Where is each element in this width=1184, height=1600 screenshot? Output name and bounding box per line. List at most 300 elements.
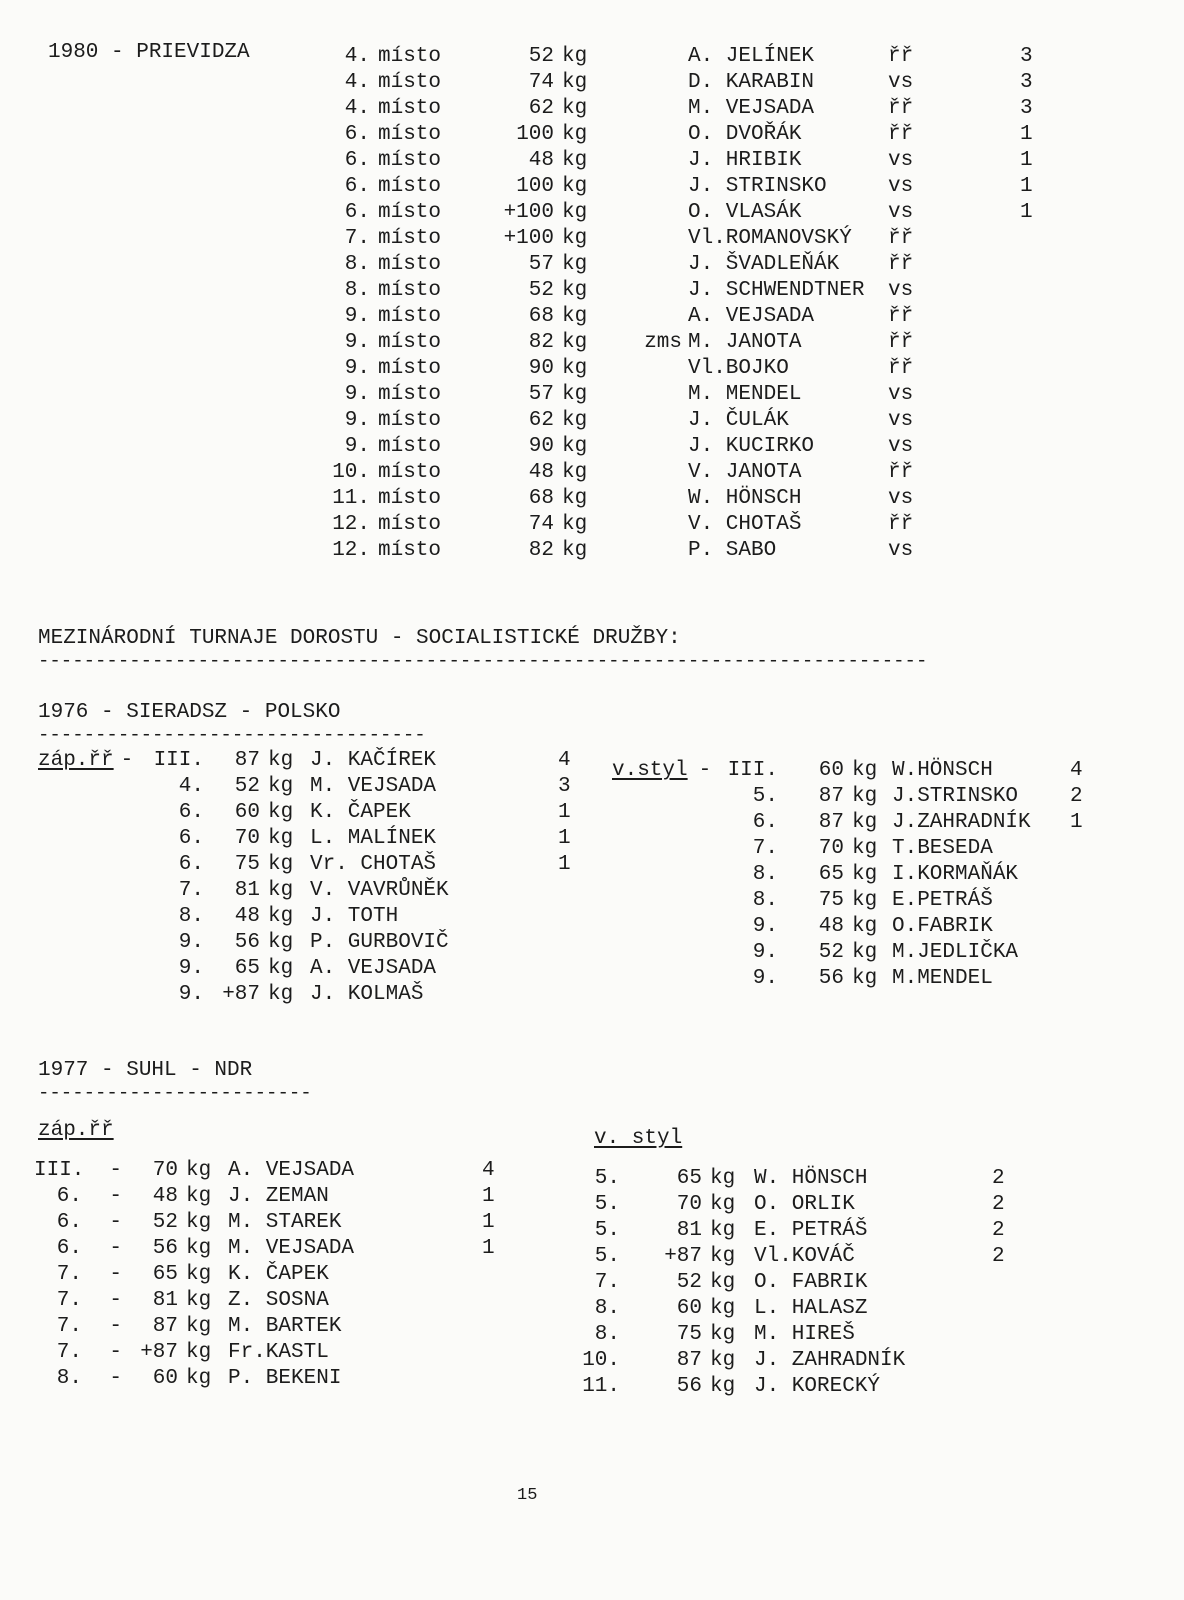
unit-cell: kg [710,1375,736,1398]
place-cell: 6. [56,1237,82,1260]
label-separator [686,966,718,992]
name-cell: M. MENDEL [688,383,802,406]
style-cell: řř [888,331,914,354]
place-cell: 8. [344,279,370,302]
name-cell: A. VEJSADA [688,305,815,328]
place-cell: 7. [178,879,204,902]
name-cell: P. SABO [688,539,777,562]
name-cell: L. HALASZ [754,1297,868,1320]
weight-cell: 82 [528,331,554,354]
points-cell [992,1348,1012,1374]
dash-cell: - [109,1237,122,1260]
name-cell: M. VEJSADA [310,775,437,798]
result-row [34,1210,502,1236]
style-cell: řř [888,97,914,120]
unit-cell: kg [562,227,588,250]
place-cell: 8. [594,1297,620,1320]
points-cell [1070,836,1090,862]
dash-cell: - [109,1159,122,1182]
points-cell [1070,888,1090,914]
result-row [38,878,578,904]
points-cell: 2 [992,1219,1005,1242]
place-cell: 5. [594,1245,620,1268]
weight-cell: 75 [818,889,844,912]
points-cell [1020,382,1040,408]
dash-cell: - [109,1263,122,1286]
category-label [612,784,686,810]
style-cell: řř [888,305,914,328]
place-cell: 9. [178,983,204,1006]
place-cell: 7. [56,1315,82,1338]
weight-cell: 100 [516,175,554,198]
place-cell: 8. [178,905,204,928]
place-word-cell: místo [378,175,442,198]
title-prefix-cell [616,252,682,278]
result-row [328,278,1040,304]
result-row [580,1296,1012,1322]
result-row [38,800,578,826]
place-word-cell: místo [378,331,442,354]
title-prefix-cell [616,434,682,460]
points-cell [992,1322,1012,1348]
weight-cell: 48 [528,461,554,484]
points-cell [482,1288,502,1314]
weight-cell: 60 [818,759,844,782]
weight-cell: 68 [528,305,554,328]
name-cell: M. HIREŠ [754,1323,855,1346]
unit-cell: kg [852,889,878,912]
unit-cell: kg [562,45,588,68]
unit-cell: kg [562,331,588,354]
place-cell: 6. [344,201,370,224]
points-cell: 1 [1020,123,1033,146]
place-cell: 10. [582,1349,620,1372]
points-cell: 1 [558,853,571,876]
points-cell: 1 [482,1211,495,1234]
place-cell: 8. [752,863,778,886]
result-row [612,836,1090,862]
result-row [34,1340,502,1366]
place-cell: 7. [56,1289,82,1312]
name-cell: J.STRINSKO [892,785,1019,808]
section-heading-underline: ------------------------------------------------------------------------------ [38,650,928,672]
style-cell: řř [888,253,914,276]
name-cell: M. BARTEK [228,1315,342,1338]
result-row [328,304,1040,330]
name-cell: O. FABRIK [754,1271,868,1294]
place-cell: 9. [344,331,370,354]
points-cell [482,1314,502,1340]
place-cell: 4. [344,45,370,68]
place-cell: 6. [56,1185,82,1208]
category-label [612,836,686,862]
weight-cell: 57 [528,253,554,276]
unit-cell: kg [710,1323,736,1346]
place-cell: 4. [178,775,204,798]
style-cell: vs [888,487,914,510]
style-cell: řř [888,513,914,536]
points-cell [558,956,578,982]
unit-cell: kg [186,1289,212,1312]
name-cell: O. VLASÁK [688,201,802,224]
place-word-cell: místo [378,305,442,328]
name-cell: O.FABRIK [892,915,993,938]
result-row [38,774,578,800]
points-cell: 2 [992,1245,1005,1268]
unit-cell: kg [562,305,588,328]
style-cell: vs [888,71,914,94]
points-cell [558,982,578,1008]
place-cell: 9. [752,967,778,990]
unit-cell: kg [562,175,588,198]
weight-cell: +87 [222,983,260,1006]
points-cell [1020,434,1040,460]
prievidza-title: 1980 - PRIEVIDZA [48,41,250,64]
category-label [38,800,108,826]
style-cell: řř [888,45,914,68]
place-cell: III. [153,749,204,772]
sieradsz-title-underline: ---------------------------------- [38,724,426,746]
weight-cell: 52 [528,279,554,302]
weight-cell: 87 [234,749,260,772]
suhl-title: 1977 - SUHL - NDR [38,1059,253,1082]
points-cell: 1 [1020,201,1033,224]
place-word-cell: místo [378,71,442,94]
style-cell: řř [888,227,914,250]
place-cell: 9. [344,383,370,406]
place-word-cell: místo [378,383,442,406]
points-cell [1020,278,1040,304]
points-cell: 2 [992,1167,1005,1190]
weight-cell: 70 [234,827,260,850]
category-label [38,852,108,878]
result-row [38,904,578,930]
unit-cell: kg [268,931,294,954]
weight-cell: 70 [676,1193,702,1216]
result-row [38,748,578,774]
points-cell: 1 [1070,811,1083,834]
unit-cell: kg [710,1271,736,1294]
result-row [34,1184,502,1210]
name-cell: J. HRIBIK [688,149,802,172]
label-separator [686,862,718,888]
place-cell: 6. [178,801,204,824]
unit-cell: kg [562,279,588,302]
place-cell: 9. [752,941,778,964]
points-cell: 2 [992,1193,1005,1216]
category-label [612,862,686,888]
unit-cell: kg [852,967,878,990]
name-cell: V. CHOTAŠ [688,513,802,536]
name-cell: J. STRINSKO [688,175,827,198]
points-cell: 1 [482,1237,495,1260]
points-cell [1020,252,1040,278]
result-row [328,512,1040,538]
points-cell: 1 [1020,149,1033,172]
points-cell [482,1340,502,1366]
result-row [34,1236,502,1262]
place-word-cell: místo [378,357,442,380]
label-separator [686,888,718,914]
unit-cell: kg [268,905,294,928]
name-cell: J. ZEMAN [228,1185,329,1208]
result-row [328,382,1040,408]
place-word-cell: místo [378,513,442,536]
result-row [38,826,578,852]
category-label [38,878,108,904]
unit-cell: kg [562,513,588,536]
weight-cell: 90 [528,357,554,380]
unit-cell: kg [562,539,588,562]
unit-cell: kg [268,983,294,1006]
weight-cell: 52 [818,941,844,964]
points-cell [992,1296,1012,1322]
place-cell: 9. [752,915,778,938]
label-separator: - [108,749,146,772]
result-row [328,330,1040,356]
unit-cell: kg [268,801,294,824]
unit-cell: kg [562,71,588,94]
category-label [612,940,686,966]
title-prefix-cell [616,486,682,512]
result-row [580,1218,1012,1244]
weight-cell: 48 [528,149,554,172]
place-cell: 6. [344,149,370,172]
weight-cell: 60 [676,1297,702,1320]
title-prefix-cell [616,226,682,252]
weight-cell: +87 [140,1341,178,1364]
label-separator [108,904,144,930]
place-cell: 8. [594,1323,620,1346]
place-cell: 9. [344,357,370,380]
points-cell: 2 [1070,785,1083,808]
place-cell: 7. [344,227,370,250]
points-cell [992,1270,1012,1296]
weight-cell: +100 [503,201,554,224]
place-cell: 8. [344,253,370,276]
result-row [580,1244,1012,1270]
points-cell [558,930,578,956]
unit-cell: kg [852,941,878,964]
title-prefix-cell [616,148,682,174]
unit-cell: kg [268,957,294,980]
place-cell: 10. [332,461,370,484]
place-word-cell: místo [378,97,442,120]
category-label [38,774,108,800]
place-cell: 6. [56,1211,82,1234]
name-cell: J. ŠVADLEŇÁK [688,253,840,276]
category-label [38,930,108,956]
title-prefix-cell [616,382,682,408]
name-cell: Vl.KOVÁČ [754,1245,855,1268]
place-cell: 5. [594,1219,620,1242]
result-row [38,956,578,982]
weight-cell: 60 [152,1367,178,1390]
style-cell: vs [888,409,914,432]
category-label [612,810,686,836]
place-word-cell: místo [378,279,442,302]
result-row [328,148,1040,174]
place-cell: 6. [178,853,204,876]
unit-cell: kg [562,149,588,172]
points-cell: 1 [482,1185,495,1208]
name-cell: D. KARABIN [688,71,815,94]
unit-cell: kg [562,409,588,432]
category-label [38,826,108,852]
unit-cell: kg [710,1245,736,1268]
unit-cell: kg [852,759,878,782]
place-cell: III. [34,1159,85,1182]
label-separator [108,852,144,878]
result-row [580,1270,1012,1296]
sieradsz-freestyle-right-table [612,758,1090,992]
name-cell: A. VEJSADA [310,957,437,980]
place-cell: 6. [752,811,778,834]
place-cell: 9. [178,957,204,980]
unit-cell: kg [186,1185,212,1208]
name-cell: M.JEDLIČKA [892,941,1019,964]
page-number: 15 [517,1486,538,1505]
place-cell: 9. [178,931,204,954]
suhl-right-table [580,1166,1012,1400]
place-cell: 8. [752,889,778,912]
points-cell: 1 [1020,175,1033,198]
weight-cell: 60 [234,801,260,824]
weight-cell: 65 [152,1263,178,1286]
weight-cell: 74 [528,513,554,536]
name-cell: E.PETRÁŠ [892,889,993,912]
label-separator [686,784,718,810]
place-word-cell: místo [378,409,442,432]
points-cell: 4 [1070,759,1083,782]
place-cell: 11. [582,1375,620,1398]
name-cell: Fr.KASTL [228,1341,329,1364]
sieradsz-freestyle-left-table [38,748,578,1008]
unit-cell: kg [710,1349,736,1372]
result-row [612,888,1090,914]
weight-cell: 81 [152,1289,178,1312]
weight-cell: 56 [152,1237,178,1260]
result-row [328,200,1040,226]
name-cell: K. ČAPEK [310,801,411,824]
points-cell: 1 [558,827,571,850]
result-row [580,1348,1012,1374]
result-row [34,1314,502,1340]
weight-cell: 62 [528,409,554,432]
unit-cell: kg [852,863,878,886]
dash-cell: - [109,1315,122,1338]
weight-cell: 90 [528,435,554,458]
label-separator [108,800,144,826]
unit-cell: kg [268,853,294,876]
points-cell: 3 [1020,97,1033,120]
place-word-cell: místo [378,123,442,146]
place-cell: 4. [344,97,370,120]
place-word-cell: místo [378,149,442,172]
weight-cell: 52 [152,1211,178,1234]
name-cell: M. STAREK [228,1211,342,1234]
dash-cell: - [109,1289,122,1312]
result-row [612,966,1090,992]
unit-cell: kg [710,1219,736,1242]
name-cell: Vl.BOJKO [688,357,789,380]
result-row [328,434,1040,460]
title-prefix-cell [616,44,682,70]
points-cell [1020,330,1040,356]
place-word-cell: místo [378,253,442,276]
unit-cell: kg [268,749,294,772]
result-row [580,1322,1012,1348]
label-separator: - [686,759,724,782]
name-cell: J. ČULÁK [688,409,789,432]
result-row [328,486,1040,512]
weight-cell: 75 [676,1323,702,1346]
place-cell: 6. [344,123,370,146]
weight-cell: 65 [818,863,844,886]
weight-cell: 52 [234,775,260,798]
place-cell: III. [727,759,778,782]
weight-cell: 70 [818,837,844,860]
category-label [38,982,108,1008]
result-row [328,408,1040,434]
result-row [328,538,1040,564]
name-cell: W.HÖNSCH [892,759,993,782]
name-cell: O. ORLIK [754,1193,855,1216]
points-cell: 4 [558,749,571,772]
points-cell [1020,408,1040,434]
name-cell: J. KAČÍREK [310,749,437,772]
unit-cell: kg [186,1263,212,1286]
name-cell: A. VEJSADA [228,1159,355,1182]
unit-cell: kg [562,383,588,406]
weight-cell: +87 [664,1245,702,1268]
place-cell: 8. [56,1367,82,1390]
category-label [612,914,686,940]
points-cell [1020,460,1040,486]
result-row [328,460,1040,486]
name-cell: M. VEJSADA [228,1237,355,1260]
place-word-cell: místo [378,539,442,562]
unit-cell: kg [186,1211,212,1234]
name-cell: Vl.ROMANOVSKÝ [688,227,852,250]
place-cell: 6. [178,827,204,850]
style-cell: vs [888,201,914,224]
category-label: záp.řř [38,749,114,772]
title-prefix-cell [616,512,682,538]
points-cell [1020,226,1040,252]
name-cell: W. HÖNSCH [754,1167,868,1190]
place-cell: 7. [56,1341,82,1364]
place-cell: 5. [594,1167,620,1190]
prievidza-results-table [328,44,1040,564]
points-cell [1020,512,1040,538]
place-word-cell: místo [378,45,442,68]
unit-cell: kg [852,837,878,860]
result-row [34,1158,502,1184]
unit-cell: kg [186,1367,212,1390]
result-row [612,940,1090,966]
place-word-cell: místo [378,227,442,250]
name-cell: E. PETRÁŠ [754,1219,868,1242]
suhl-left-label: záp.řř [38,1119,114,1142]
result-row [38,982,578,1008]
name-cell: M.MENDEL [892,967,993,990]
section-heading: MEZINÁRODNÍ TURNAJE DOROSTU - SOCIALISTICKÉ DRUŽBY: [38,627,681,650]
place-cell: 11. [332,487,370,510]
name-cell: J.ZAHRADNÍK [892,811,1031,834]
unit-cell: kg [268,775,294,798]
title-prefix-cell [616,408,682,434]
